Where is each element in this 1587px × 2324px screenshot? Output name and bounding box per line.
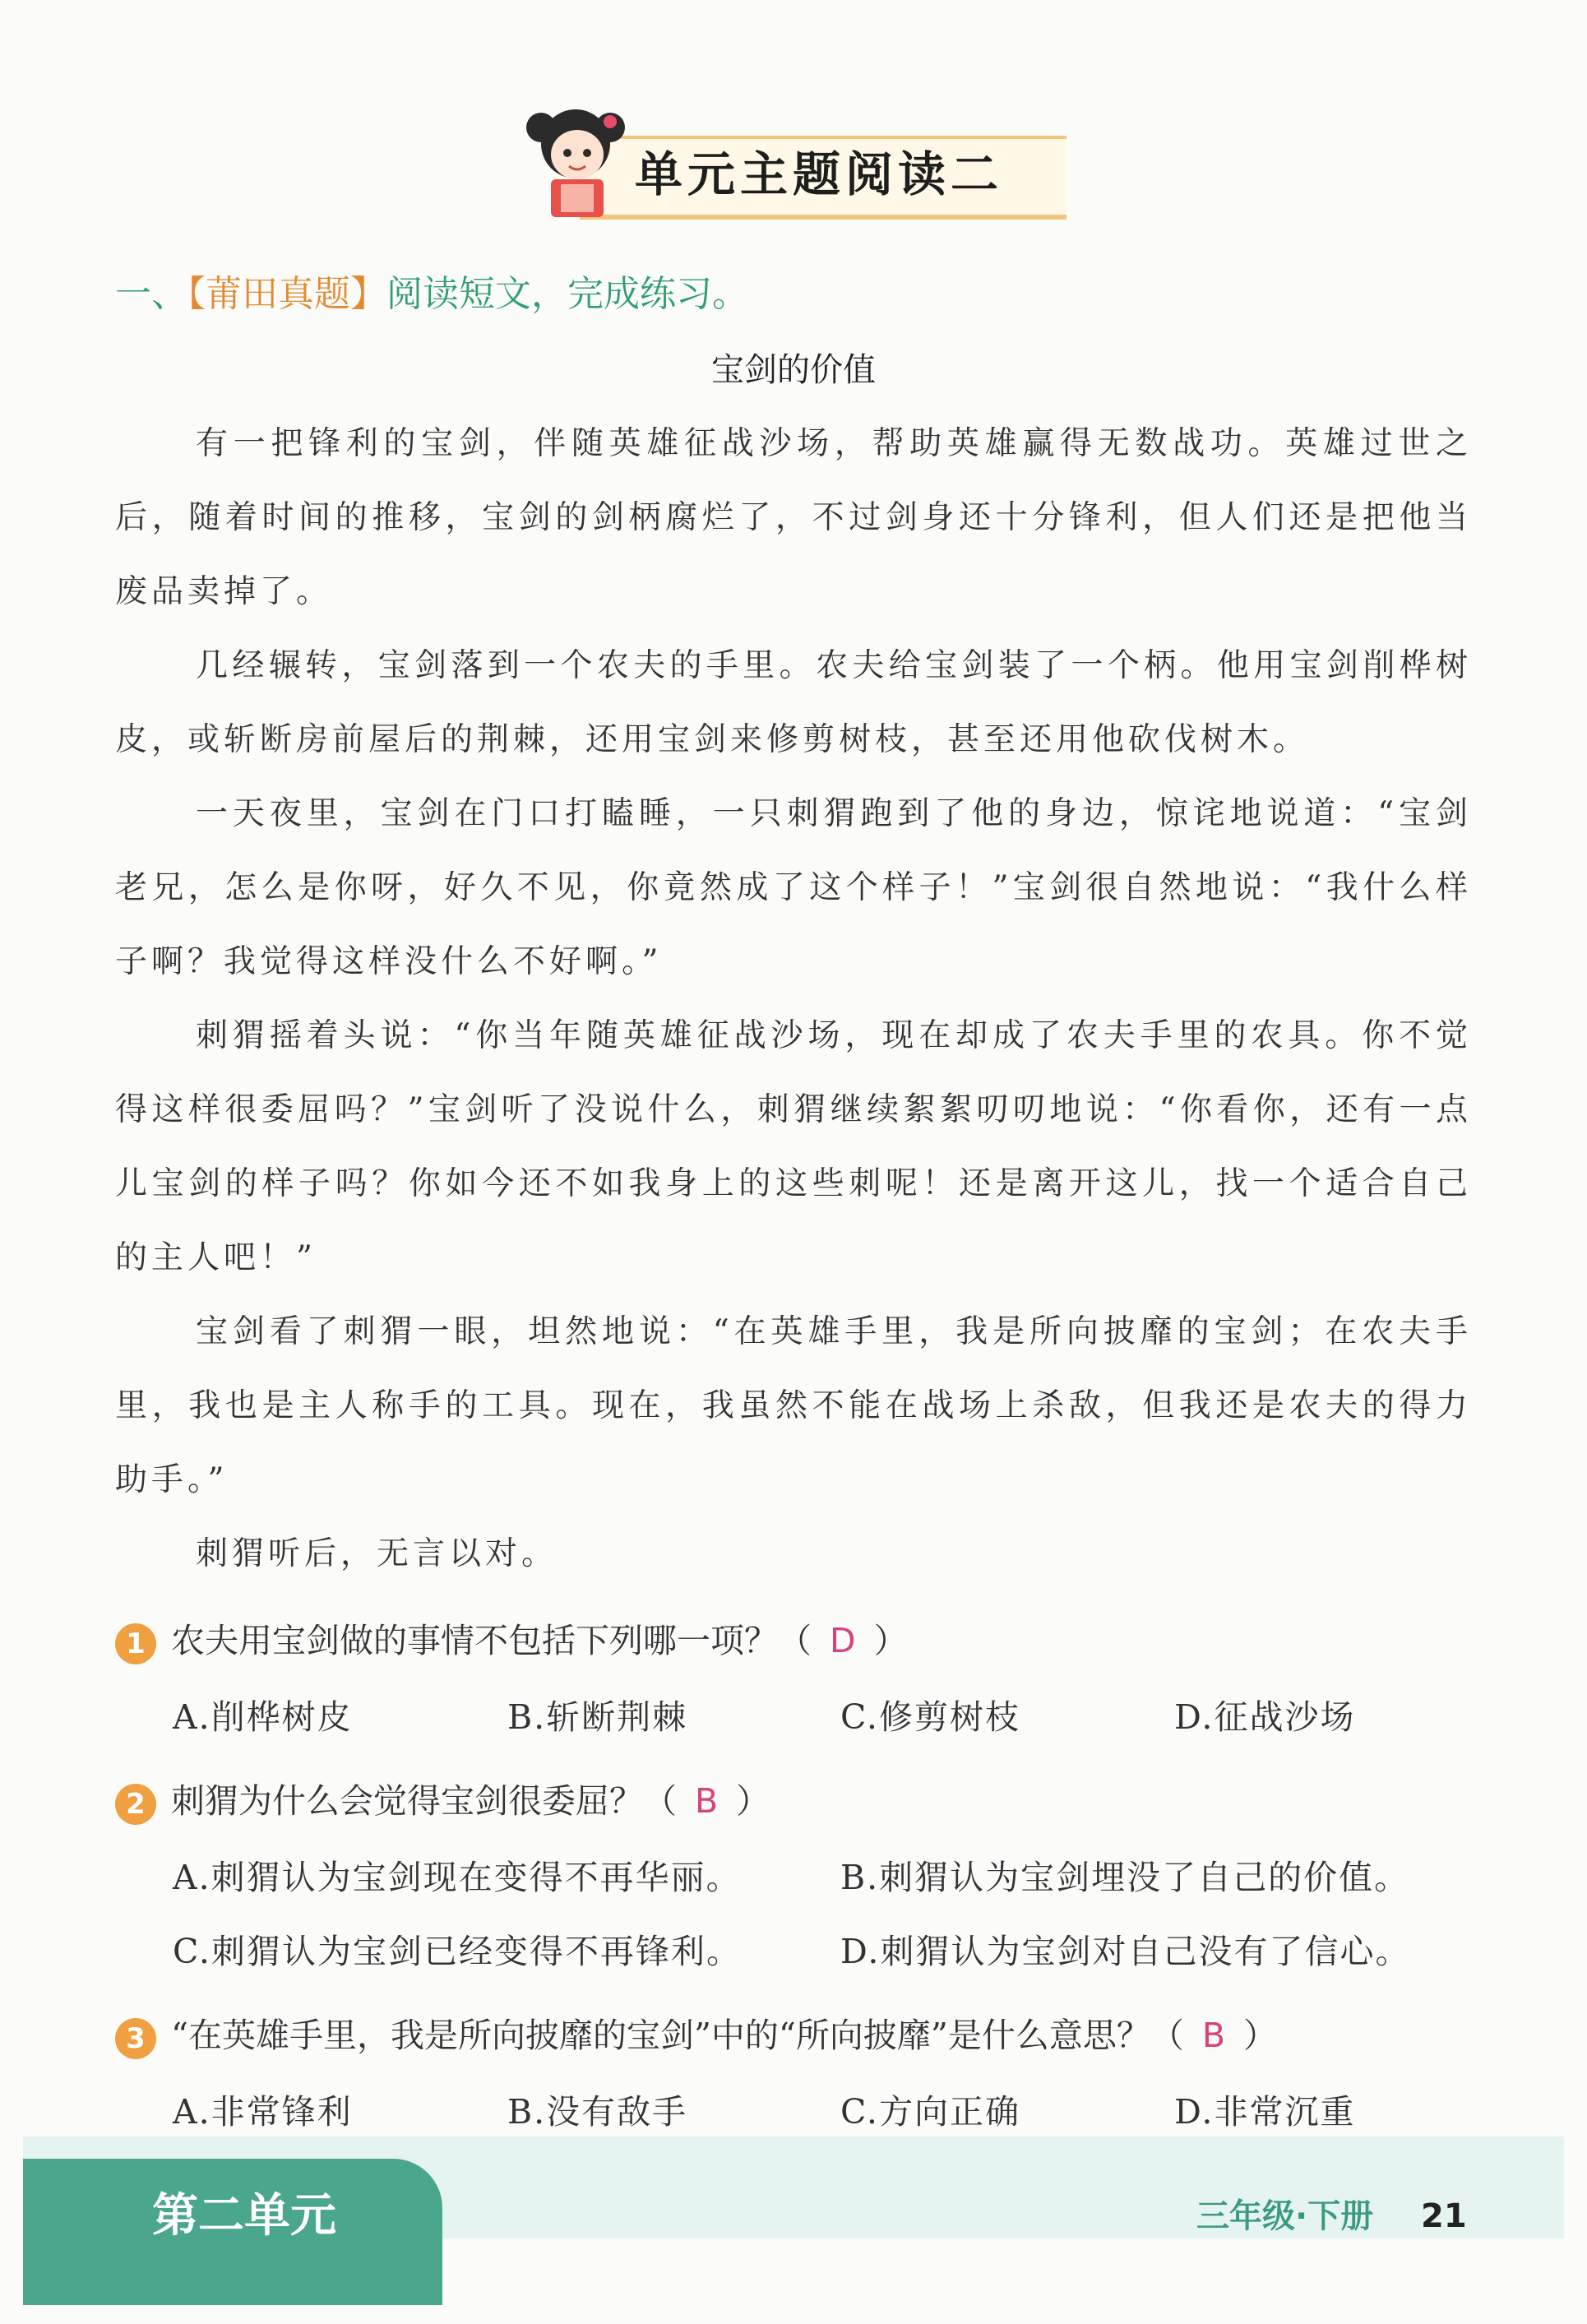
option-d[interactable]: D.征战沙场 <box>1174 1697 1356 1737</box>
source-tag: 【莆田真题】 <box>187 273 386 315</box>
story-paragraph-1: 有一把锋利的宝剑，伴随英雄征战沙场，帮助英雄赢得无数战功。英雄过世之后，随着时间的推移，宝剑的剑柄腐烂了，不过剑身还十分锋利，但人们还是把他当废品卖掉了。 <box>115 425 1472 610</box>
section-instruction: 阅读短文，完成练习。 <box>386 273 748 315</box>
option-b[interactable]: B.斩断荆棘 <box>507 1697 688 1737</box>
answer-blank[interactable]: D <box>830 1621 856 1660</box>
girl-reading-mascot-icon <box>518 99 633 222</box>
option-c[interactable]: C.刺猬认为宝剑已经变得不再锋利。 <box>173 1932 742 1971</box>
question-1 <box>115 1608 908 1674</box>
unit-label: 第二单元 <box>152 2189 336 2243</box>
story-title: 宝剑的价值 <box>711 351 876 389</box>
question-number-badge: 2 <box>115 1784 156 1825</box>
grade-label: 三年级·下册 <box>1196 2197 1374 2235</box>
question-close-paren: ） <box>736 1781 770 1821</box>
section-heading <box>115 262 748 327</box>
question-close-paren: ） <box>873 1621 908 1660</box>
option-a[interactable]: A.削桦树皮 <box>173 1697 353 1737</box>
story-paragraph-4: 刺猬摇着头说：“你当年随英雄征战沙场，现在却成了农夫手里的农具。你不觉得这样很委屈吗？”宝剑听了没说什么，刺猬继续絮絮叨叨地说：“你看你，还有一点儿宝剑的样子吗？你如今还不如我身上的这些刺呢！还是离开这儿，找一个适合自己的主人吧！” <box>115 1017 1472 1276</box>
answer-blank[interactable]: B <box>1201 2016 1225 2055</box>
option-d[interactable]: D.非常沉重 <box>1174 2092 1356 2132</box>
story-paragraph-3: 一天夜里，宝剑在门口打瞌睡，一只刺猬跑到了他的身边，惊诧地说道：“宝剑老兄，怎么是你呀，好久不见，你竟然成了这个样子！”宝剑很自然地说：“我什么样子啊？我觉得这样没什么不好啊。” <box>115 795 1472 980</box>
question-number-badge: 3 <box>115 2018 156 2059</box>
page-number: 21 <box>1421 2197 1467 2235</box>
option-a[interactable]: A.非常锋利 <box>173 2092 353 2132</box>
question-close-paren: ） <box>1242 2016 1277 2055</box>
question-text: “在英雄手里，我是所向披靡的宝剑”中的“所向披靡”是什么意思？（ <box>171 2016 1184 2055</box>
option-a[interactable]: A.刺猬认为宝剑现在变得不再华丽。 <box>173 1858 742 1897</box>
story-paragraph-6: 刺猬听后，无言以对。 <box>196 1535 558 1572</box>
question-text: 农夫用宝剑做的事情不包括下列哪一项？（ <box>171 1621 812 1660</box>
question-text: 刺猬为什么会觉得宝剑很委屈？（ <box>171 1781 677 1821</box>
answer-blank[interactable]: B <box>695 1781 719 1821</box>
section-prefix: 一、 <box>115 273 187 315</box>
question-2 <box>115 1768 770 1834</box>
option-c[interactable]: C.修剪树枝 <box>840 1697 1020 1737</box>
option-c[interactable]: C.方向正确 <box>840 2092 1020 2132</box>
option-d[interactable]: D.刺猬认为宝剑对自己没有了信心。 <box>840 1932 1411 1971</box>
option-b[interactable]: B.刺猬认为宝剑埋没了自己的价值。 <box>840 1858 1410 1897</box>
question-number-badge: 1 <box>115 1623 156 1664</box>
story-paragraph-2: 几经辗转，宝剑落到一个农夫的手里。农夫给宝剑装了一个柄。他用宝剑削桦树皮，或斩断房前屋后的荆棘，还用宝剑来修剪树枝，甚至还用他砍伐树木。 <box>115 647 1472 758</box>
page-title: 单元主题阅读二 <box>635 146 1004 202</box>
story-paragraph-5: 宝剑看了刺猬一眼，坦然地说：“在英雄手里，我是所向披靡的宝剑；在农夫手里，我也是主人称手的工具。现在，我虽然不能在战场上杀敌，但我还是农夫的得力助手。” <box>115 1313 1472 1498</box>
option-b[interactable]: B.没有敌手 <box>507 2092 688 2132</box>
question-3 <box>115 2002 1277 2068</box>
